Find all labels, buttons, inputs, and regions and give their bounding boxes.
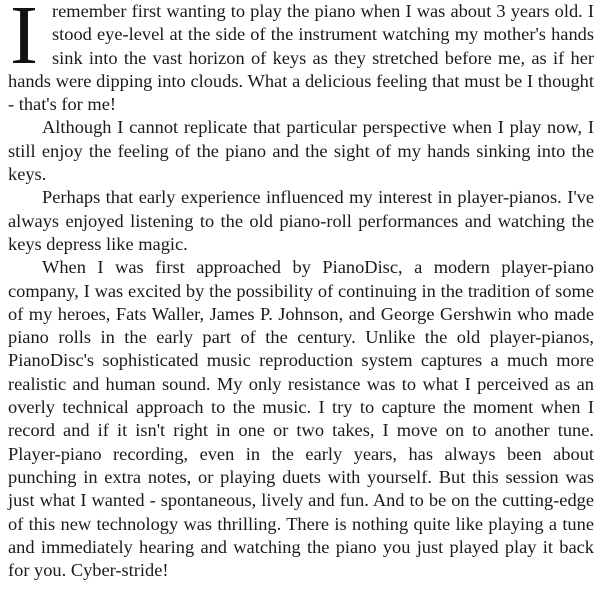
article-body <box>8 0 594 582</box>
paragraph-1-text: remember first wanting to play the piano when I was about 3 years old. I stood eye-level at the side of the instrument watching my mother's hands sink into the vast horizon of keys as they stretched before me, as if her hands were dipping into clouds. What a delicious feeling that must be I thought - that's for me! <box>8 1 594 115</box>
drop-cap: I <box>10 0 38 82</box>
paragraph-1 <box>8 0 594 116</box>
paragraph-2: Although I cannot replicate that particular perspective when I play now, I still enjoy the feeling of the piano and the sight of my hands sinking into the keys. <box>8 117 594 185</box>
paragraph-4: When I was first approached by PianoDisc, a modern player-piano company, I was excited by the possibility of continuing in the tradition of some of my heroes, Fats Waller, James P. Johnson, and George Gershwin who made piano rolls in the early part of the century. Unlike the old player-pianos, PianoDisc's sophisticated music reproduction system captures a much more realistic and human sound. My only resistance was to what I perceived as an overly technical approach to the music. I try to capture the moment when I record and if it isn't right in one or two takes, I move on to another tune. Player-piano recording, even in the early years, has always been about punching in extra notes, or playing duets with yourself. But this session was just what I wanted - spontaneous, lively and fun. And to be on the cutting-edge of this new technology was thrilling. There is nothing quite like playing a tune and immediately hearing and watching the piano you just played play it back for you. Cyber-stride! <box>8 257 594 581</box>
paragraph-3: Perhaps that early experience influenced my interest in player-pianos. I've always enjoyed listening to the old piano-roll performances and watching the keys depress like magic. <box>8 187 594 254</box>
